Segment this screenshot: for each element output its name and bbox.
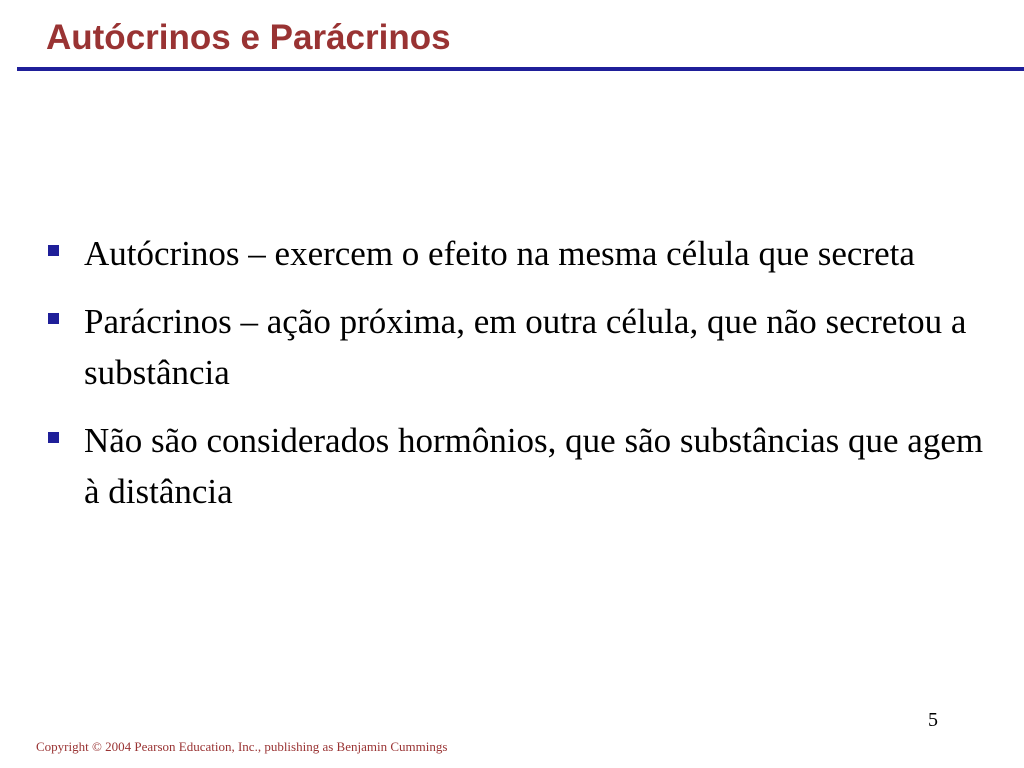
bullet-item [0, 296, 1024, 398]
page-number: 5 [928, 709, 938, 731]
bullet-text: Autócrinos – exercem o efeito na mesma célula que secreta [84, 234, 915, 273]
title-divider [17, 67, 1024, 71]
bullet-text: Não são considerados hormônios, que são substâncias que agem à distância [84, 421, 984, 511]
square-bullet-icon [48, 245, 59, 256]
bullet-text: Parácrinos – ação próxima, em outra célula, que não secretou a substância [84, 302, 967, 392]
copyright-notice: Copyright © 2004 Pearson Education, Inc., publishing as Benjamin Cummings [36, 739, 448, 754]
bullet-item [0, 415, 1024, 517]
bullet-list [0, 228, 1024, 534]
bullet-item [0, 228, 1024, 279]
square-bullet-icon [48, 432, 59, 443]
slide-title: Autócrinos e Parácrinos [46, 18, 451, 57]
square-bullet-icon [48, 313, 59, 324]
